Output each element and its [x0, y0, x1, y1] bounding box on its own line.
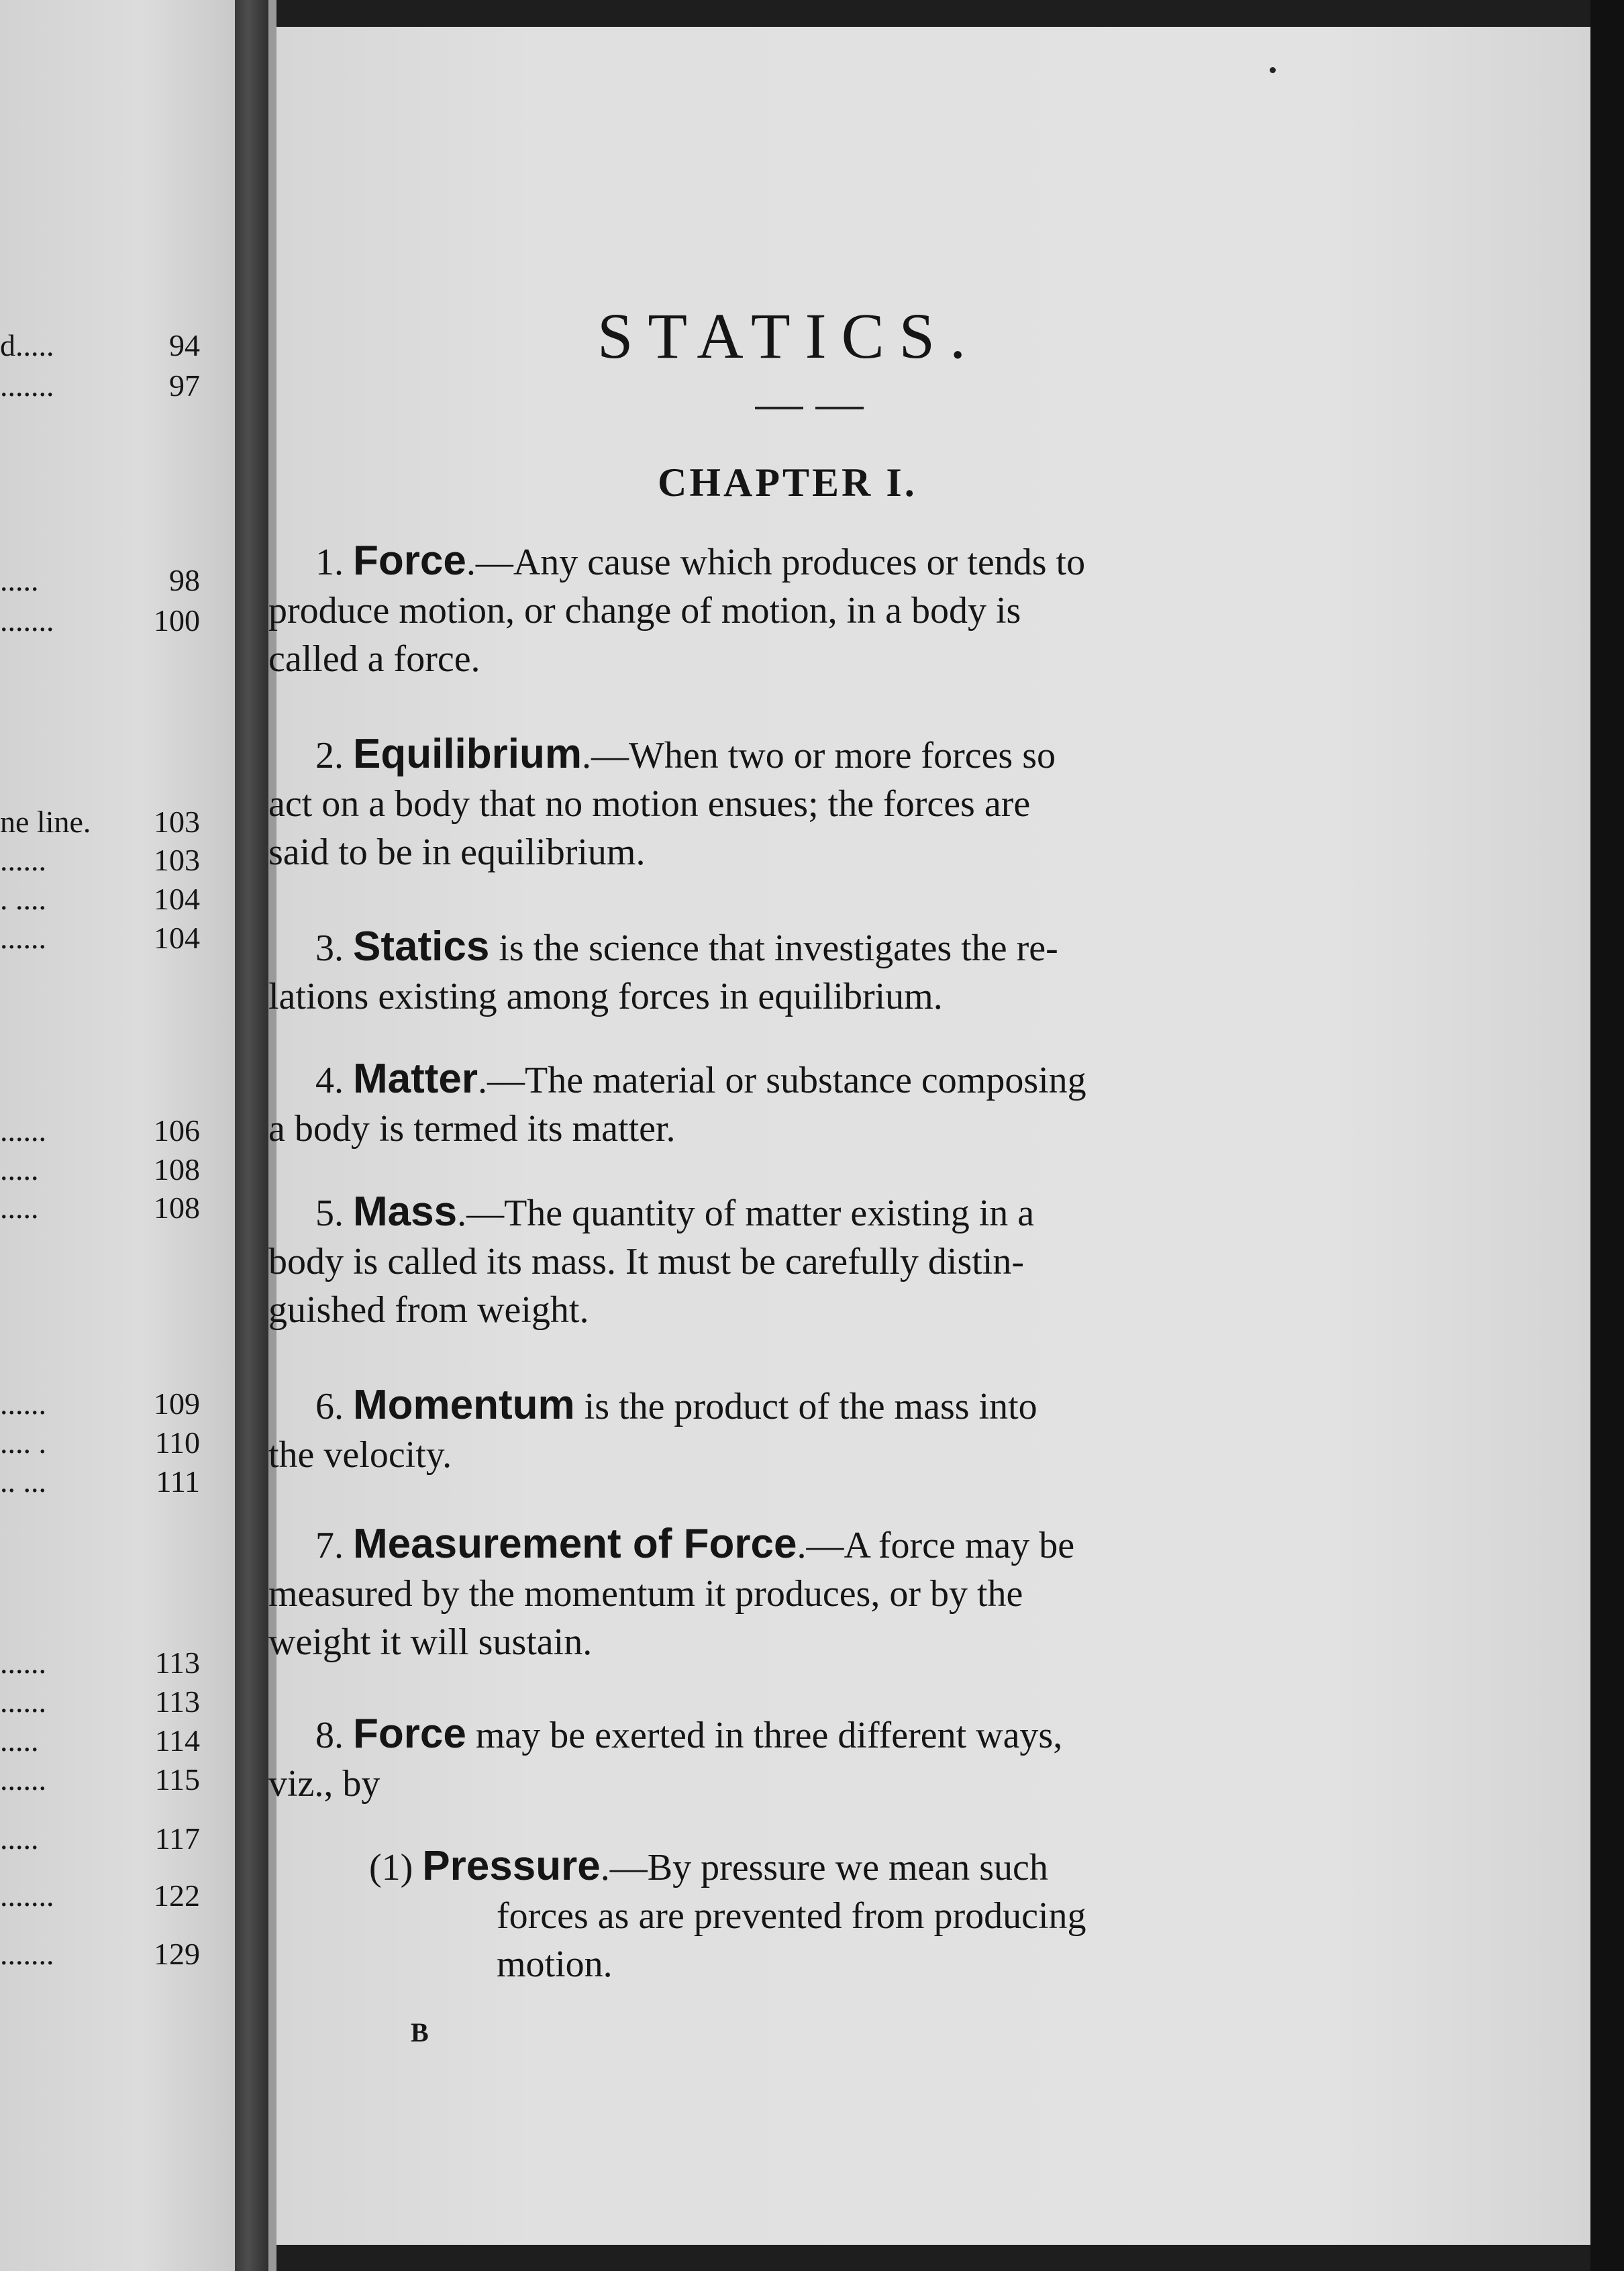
toc-entry: ....... 100	[0, 603, 200, 638]
title-divider	[755, 407, 866, 409]
definition-force: 1. Force.—Any cause which produces or tends to produce motion, or change of motion, in a body is called a force.	[268, 538, 1086, 680]
toc-entry: ..... 108	[0, 1191, 200, 1225]
subitem-pressure: (1) Pressure.—By pressure we mean such forces as are prevented from producing motion.	[369, 1843, 1086, 1985]
term: Equilibrium	[353, 731, 582, 777]
term: Measurement of Force	[353, 1521, 797, 1567]
speck	[1270, 67, 1276, 73]
definition-matter: 4. Matter.—The material or substance composing a body is termed its matter.	[268, 1056, 1086, 1150]
toc-entry: ...... 113	[0, 1684, 200, 1719]
term: Pressure	[422, 1843, 601, 1889]
definition-ways-of-force: 8. Force may be exerted in three different ways, viz., by	[268, 1711, 1063, 1805]
toc-entry: ...... 104	[0, 921, 200, 955]
term: Statics	[353, 923, 490, 970]
toc-entry: ..... 108	[0, 1152, 200, 1187]
toc-entry: .... . 110	[0, 1425, 200, 1460]
toc-entry: ...... 115	[0, 1762, 200, 1797]
toc-entry: ...... 103	[0, 843, 200, 877]
term: Matter	[353, 1056, 478, 1102]
definition-equilibrium: 2. Equilibrium.—When two or more forces so act on a body that no motion ensues; the forces are said to be in equilibrium.	[268, 731, 1056, 873]
toc-entry: ....... 129	[0, 1937, 200, 1971]
toc-entry: ...... 106	[0, 1113, 200, 1148]
right-margin-shadow	[1590, 0, 1624, 2271]
definition-statics: 3. Statics is the science that investigates the re- lations existing among forces in equilibrium.	[268, 923, 1058, 1017]
definition-measurement-of-force: 7. Measurement of Force.—A force may be measured by the momentum it produces, or by the weight it will sustain.	[268, 1521, 1075, 1663]
toc-entry: . .... 104	[0, 882, 200, 916]
toc-entry: ne line. 103	[0, 805, 200, 839]
term: Momentum	[353, 1382, 575, 1428]
chapter-heading: CHAPTER I.	[658, 460, 917, 505]
term: Mass	[353, 1189, 458, 1235]
toc-entry: ...... 113	[0, 1646, 200, 1680]
toc-entry: ...... 109	[0, 1386, 200, 1421]
term: Force	[353, 1711, 466, 1757]
toc-entry: ..... 117	[0, 1821, 200, 1856]
toc-entry: d..... 94	[0, 328, 200, 362]
toc-entry: ..... 98	[0, 563, 200, 597]
left-page-fragment	[0, 0, 235, 2271]
book-gutter	[235, 0, 268, 2271]
toc-entry: ....... 97	[0, 368, 200, 403]
term: Force	[353, 538, 466, 584]
definition-mass: 5. Mass.—The quantity of matter existing in a body is called its mass. It must be carefully distin- guished from weight.	[268, 1189, 1035, 1331]
definition-momentum: 6. Momentum is the product of the mass into the velocity.	[268, 1382, 1037, 1476]
toc-entry: .. ... 111	[0, 1464, 200, 1499]
toc-entry: ....... 122	[0, 1878, 200, 1913]
toc-entry: ..... 114	[0, 1723, 200, 1758]
page-title: STATICS.	[597, 300, 981, 372]
signature-mark: B	[411, 2017, 429, 2048]
